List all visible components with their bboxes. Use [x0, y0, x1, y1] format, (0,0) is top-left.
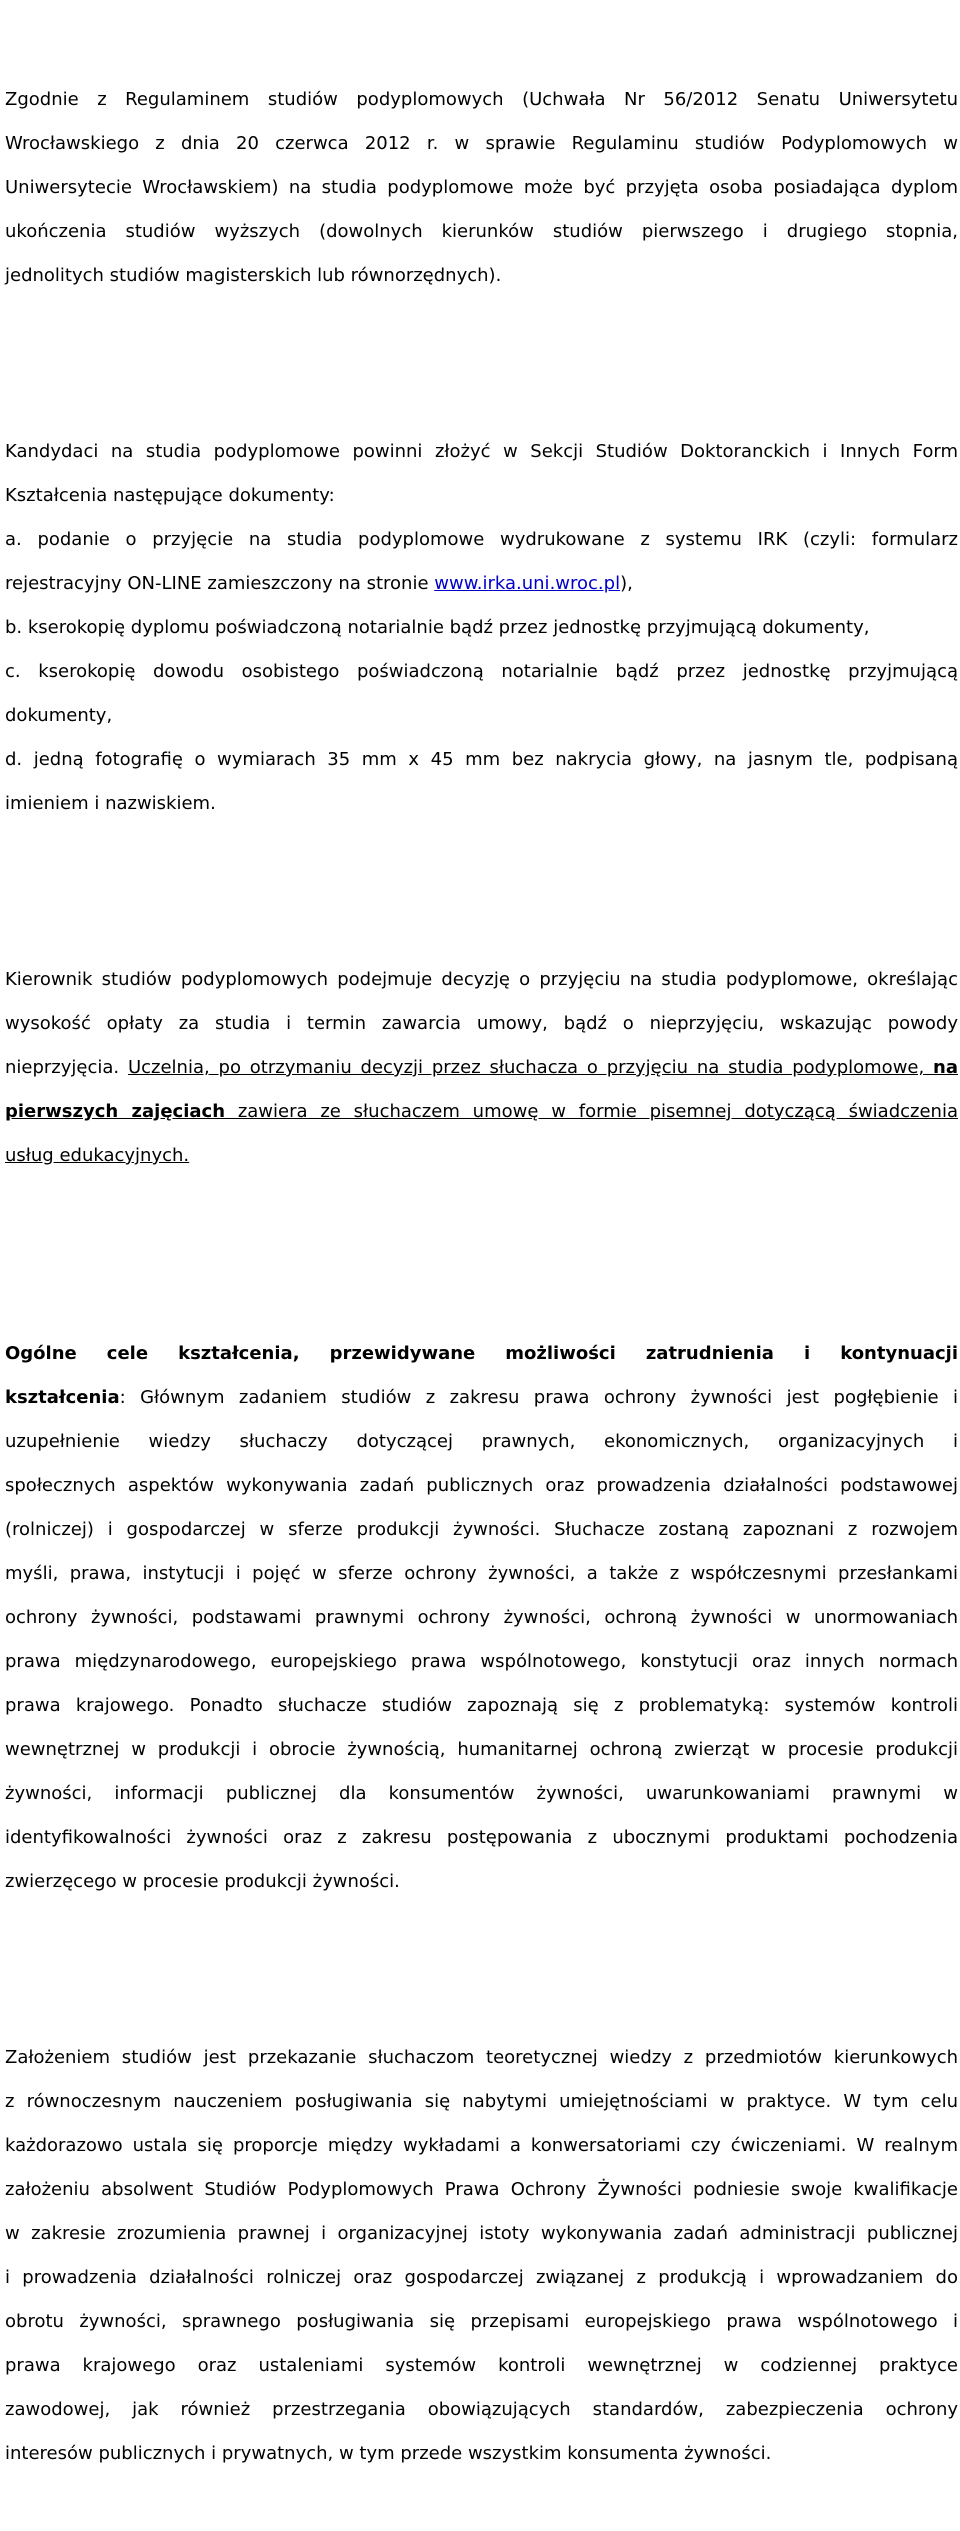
text-line: Kandydaci na studia podyplomowe powinni złożyć w Sekcji Studiów Doktoranckich i Innych Form — [5, 441, 958, 462]
bold-underlined-text: pierwszych zajęciach — [5, 1101, 226, 1122]
text-line — [5, 1145, 958, 1167]
text-line: zwierzęcego w procesie produkcji żywności. — [5, 1871, 400, 1892]
text-line: prawa międzynarodowego, europejskiego prawa wspólnotowego, konstytucji oraz innych normach — [5, 1651, 958, 1672]
text-line: prawa krajowego. Ponadto słuchacze studiów zapoznają się z problematyką: systemów kontroli — [5, 1695, 958, 1716]
text-line: z równoczesnym nauczeniem posługiwania się nabytymi umiejętnościami w praktyce. W tym celu — [5, 2091, 958, 2112]
list-item-d: d. jedną fotografię o wymiarach 35 mm x 45 mm bez nakrycia głowy, na jasnym tle, podpisaną — [5, 749, 958, 770]
text-line: interesów publicznych i prywatnych, w tym przede wszystkim konsumenta żywności. — [5, 2443, 772, 2464]
text-segment: : Głównym zadaniem studiów z zakresu prawa ochrony żywności jest pogłębienie i — [119, 1387, 958, 1408]
list-item-c: c. kserokopię dowodu osobistego poświadczoną notarialnie bądź przez jednostkę przyjmującą — [5, 661, 958, 682]
list-item-b: b. kserokopię dyplomu poświadczoną notarialnie bądź przez jednostkę przyjmującą dokumenty, — [5, 617, 870, 638]
text-line: uzupełnienie wiedzy słuchaczy dotyczącej prawnych, ekonomicznych, organizacyjnych i — [5, 1431, 958, 1452]
text-segment: nieprzyjęcia. — [5, 1057, 128, 1078]
section-heading: Ogólne cele kształcenia, przewidywane możliwości zatrudnienia i kontynuacji — [5, 1343, 958, 1364]
list-item-a-continued — [5, 573, 958, 595]
text-segment: ), — [620, 573, 633, 594]
paragraph-assumptions — [5, 2025, 958, 2487]
text-line: ukończenia studiów wyższych (dowolnych kierunków studiów pierwszego i drugiego stopnia, — [5, 221, 958, 242]
paragraph-regulations — [5, 67, 958, 309]
text-line: założeniu absolwent Studiów Podyplomowych Prawa Ochrony Żywności podniesie swoje kwalifikacje — [5, 2179, 958, 2200]
text-line: i prowadzenia działalności rolniczej oraz gospodarczej związanej z produkcją i wprowadzaniem do — [5, 2267, 958, 2288]
underlined-text: Uczelnia, po otrzymaniu decyzji przez słuchacza o przyjęciu na studia podyplomowe, — [127, 1057, 934, 1078]
text-line: myśli, prawa, instytucji i pojęć w sferze ochrony żywności, a także z współczesnymi przesłankami — [5, 1563, 958, 1584]
text-line: (rolniczej) i gospodarczej w sferze produkcji żywności. Słuchacze zostaną zapoznani z rozwojem — [5, 1519, 958, 1540]
text-line: obrotu żywności, sprawnego posługiwania się przepisami europejskiego prawa wspólnotowego i — [5, 2311, 958, 2332]
text-line: Kierownik studiów podyplomowych podejmuje decyzję o przyjęciu na studia podyplomowe, określając — [5, 969, 958, 990]
text-line: żywności, informacji publicznej dla konsumentów żywności, uwarunkowaniami prawnymi w — [5, 1783, 958, 1804]
text-line: ochrony żywności, podstawami prawnymi ochrony żywności, ochroną żywności w unormowaniach — [5, 1607, 958, 1628]
text-line: Wrocławskiego z dnia 20 czerwca 2012 r. w sprawie Regulaminu studiów Podyplomowych w — [5, 133, 958, 154]
section-heading-continued: kształcenia — [5, 1387, 120, 1408]
paragraph-goals — [5, 1321, 958, 1915]
irka-website-link[interactable]: www.irka.uni.wroc.pl — [434, 573, 621, 594]
text-line: Kształcenia następujące dokumenty: — [5, 485, 335, 506]
text-line — [5, 1387, 958, 1409]
text-segment: rejestracyjny ON-LINE zamieszczony na stronie — [5, 573, 435, 594]
paragraph-admission-decision — [5, 947, 958, 1189]
text-line: zawodowej, jak również przestrzegania obowiązujących standardów, zabezpieczenia ochrony — [5, 2399, 958, 2420]
list-item-c-continued: dokumenty, — [5, 705, 113, 726]
underlined-text: zawiera ze słuchaczem umowę w formie pisemnej dotyczącą świadczenia — [225, 1101, 958, 1122]
text-line — [5, 1057, 958, 1079]
paragraph-required-documents — [5, 419, 958, 837]
text-line: wysokość opłaty za studia i termin zawarcia umowy, bądź o nieprzyjęciu, wskazując powody — [5, 1013, 958, 1034]
underlined-text: usług edukacyjnych. — [5, 1145, 190, 1166]
text-line: każdorazowo ustala się proporcje między wykładami a konwersatoriami czy ćwiczeniami. W realnym — [5, 2135, 958, 2156]
bold-underlined-text: na — [933, 1057, 958, 1078]
text-line: Założeniem studiów jest przekazanie słuchaczom teoretycznej wiedzy z przedmiotów kierunkowych — [5, 2047, 958, 2068]
text-line — [5, 1101, 958, 1123]
list-item-a: a. podanie o przyjęcie na studia podyplomowe wydrukowane z systemu IRK (czyli: formularz — [5, 529, 958, 550]
text-line: identyfikowalności żywności oraz z zakresu postępowania z ubocznymi produktami pochodzenia — [5, 1827, 958, 1848]
list-item-d-continued: imieniem i nazwiskiem. — [5, 793, 216, 814]
text-line: prawa krajowego oraz ustaleniami systemów kontroli wewnętrznej w codziennej praktyce — [5, 2355, 958, 2376]
text-line: społecznych aspektów wykonywania zadań publicznych oraz prowadzenia działalności podstawowej — [5, 1475, 958, 1496]
text-line: Uniwersytecie Wrocławskiem) na studia podyplomowe może być przyjęta osoba posiadająca dyplom — [5, 177, 958, 198]
text-line: w zakresie zrozumienia prawnej i organizacyjnej istoty wykonywania zadań administracji publicznej — [5, 2223, 958, 2244]
text-line: wewnętrznej w produkcji i obrocie żywnością, humanitarnej ochroną zwierząt w procesie produkcji — [5, 1739, 958, 1760]
text-line: jednolitych studiów magisterskich lub równorzędnych). — [5, 265, 502, 286]
text-line: Zgodnie z Regulaminem studiów podyplomowych (Uchwała Nr 56/2012 Senatu Uniwersytetu — [5, 89, 958, 110]
